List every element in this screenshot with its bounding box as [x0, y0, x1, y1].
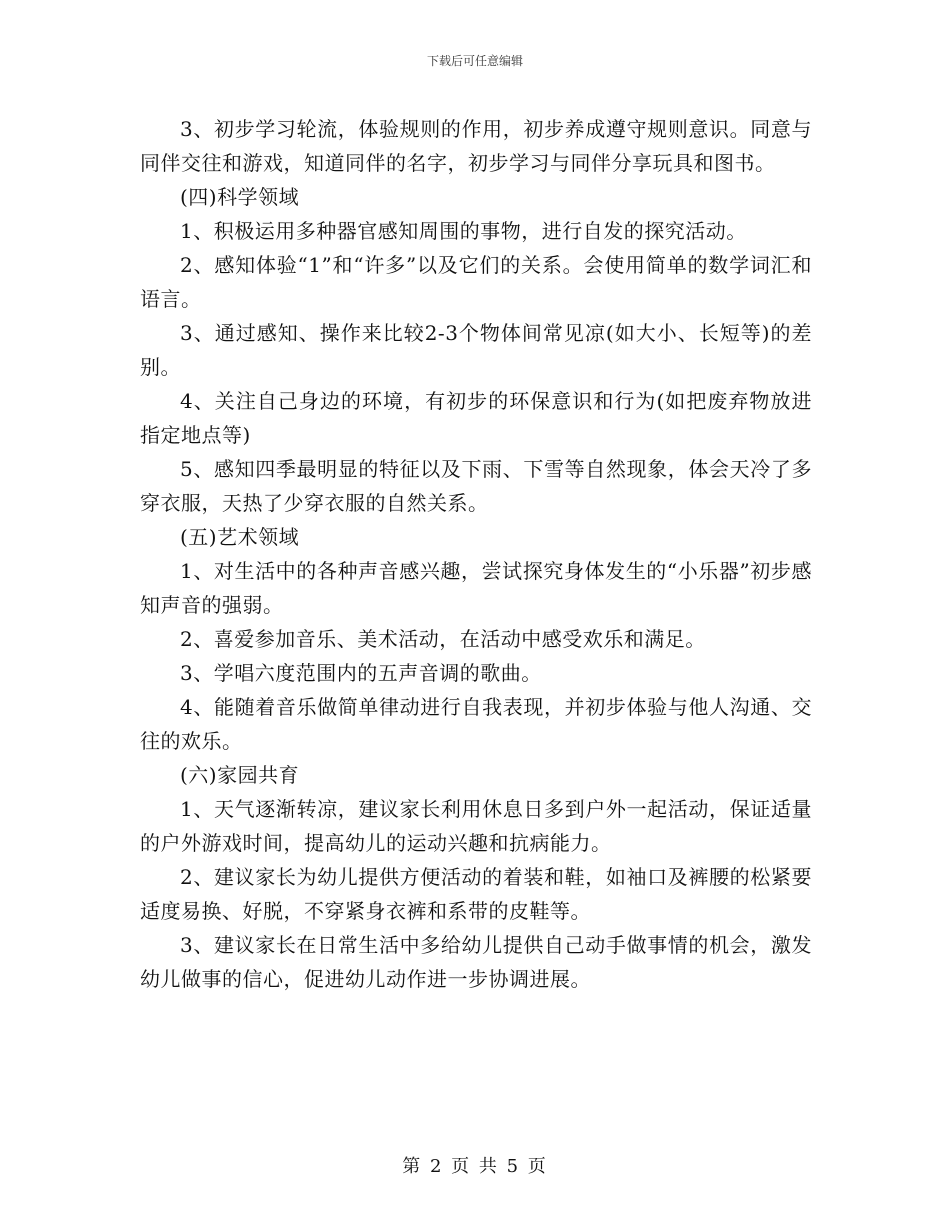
paragraph-science-2: 2、感知体验“1”和“许多”以及它们的关系。会使用简单的数学词汇和语言。 [140, 253, 812, 311]
paragraph-home-school-1: 1、天气逐渐转凉，建议家长利用休息日多到户外一起活动，保证适量的户外游戏时间，提高幼儿的运动兴趣和抗病能力。 [140, 797, 812, 855]
paragraph-home-school-2: 2、建议家长为幼儿提供方便活动的着装和鞋，如袖口及裤腰的松紧要适度易换、好脱，不穿紧身衣裤和系带的皮鞋等。 [140, 865, 812, 923]
paragraph-art-2: 2、喜爱参加音乐、美术活动，在活动中感受欢乐和满足。 [180, 627, 706, 651]
section-heading-art: (五)艺术领域 [180, 525, 300, 549]
paragraph-art-1: 1、对生活中的各种声音感兴趣，尝试探究身体发生的“小乐器”初步感知声音的强弱。 [140, 559, 812, 617]
document-body [140, 112, 812, 996]
page-header: 下载后可任意编辑 [426, 54, 523, 68]
paragraph-rules: 3、初步学习轮流，体验规则的作用，初步养成遵守规则意识。同意与同伴交往和游戏，知道同伴的名字，初步学习与同伴分享玩具和图书。 [140, 117, 812, 175]
paragraph-home-school-3: 3、建议家长在日常生活中多给幼儿提供自己动手做事情的机会，激发幼儿做事的信心，促进幼儿动作进一步协调进展。 [140, 933, 812, 991]
paragraph-art-3: 3、学唱六度范围内的五声音调的歌曲。 [180, 661, 542, 685]
paragraph-science-5: 5、感知四季最明显的特征以及下雨、下雪等自然现象，体会天冷了多穿衣服，天热了少穿衣服的自然关系。 [140, 457, 812, 515]
paragraph-science-3: 3、通过感知、操作来比较2-3个物体间常见凉(如大小、长短等)的差别。 [140, 321, 812, 379]
section-heading-science: (四)科学领域 [180, 185, 300, 209]
section-heading-home-school: (六)家园共育 [180, 763, 300, 787]
paragraph-science-4: 4、关注自己身边的环境，有初步的环保意识和行为(如把废弃物放进指定地点等) [140, 389, 812, 447]
paragraph-art-4: 4、能随着音乐做简单律动进行自我表现，并初步体验与他人沟通、交往的欢乐。 [140, 695, 812, 753]
page-number-footer: 第 2 页 共 5 页 [402, 1156, 548, 1177]
paragraph-science-1: 1、积极运用多种器官感知周围的事物，进行自发的探究活动。 [180, 219, 747, 243]
